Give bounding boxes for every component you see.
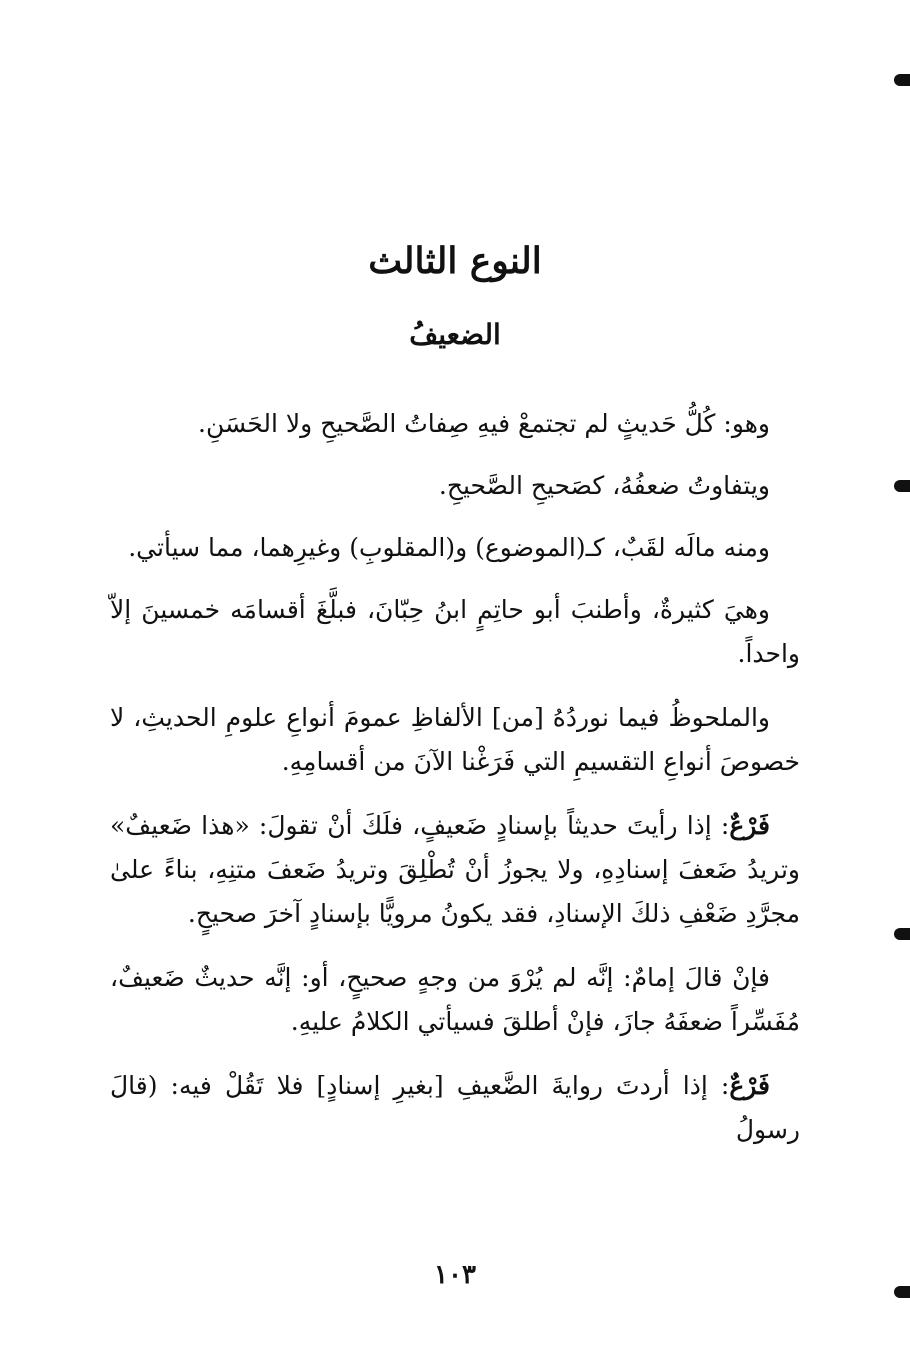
paragraph-definition: وهو: كُلُّ حَديثٍ لم تجتمعْ فيهِ صِفاتُ الصَّحيحِ ولا الحَسَنِ. (198, 409, 770, 438)
paragraph-variation: ويتفاوتُ ضعفُهُ، كصَحيحِ الصَّحيحِ. (438, 471, 770, 500)
branch-label: فَرْعٌ (729, 1071, 770, 1100)
branch-label: فَرْعٌ (729, 811, 770, 840)
chapter-title: النوع الثالث (368, 240, 542, 282)
paragraph-branch-2 (110, 1064, 800, 1152)
page-edge-mark (894, 74, 910, 86)
paragraph-titles: ومنه مالَه لقَبٌ، كـ(الموضوع) و(المقلوبِ) وغيرِهما، مما سيأتي. (128, 533, 770, 562)
paragraph-branch-1 (110, 804, 800, 936)
page-edge-mark (894, 928, 910, 940)
paragraph-note: والملحوظُ فيما نوردُهُ [من] الألفاظِ عمومَ أنواعِ علومِ الحديثِ، لا خصوصَ أنواعِ التقسيمِ التي فَرَغْنا الآنَ من أقسامِهِ. (110, 703, 800, 776)
page-number: ١٠٣ (434, 1260, 476, 1290)
paragraph-imam: فإنْ قالَ إمامٌ: إنَّه لم يُرْوَ من وجهٍ صحيحٍ، أو: إنَّه حديثٌ ضَعيفٌ، مُفَسِّراً ضعفَهُ جازَ، فإنْ أطلقَ فسيأتي الكلامُ عليهِ. (110, 963, 800, 1036)
chapter-subtitle: الضعيفُ (409, 318, 501, 351)
branch-text: : إذا أردتَ روايةَ الضَّعيفِ [بغيرِ إسنادٍ] فلا تَقُلْ فيه: (قالَ رسولُ (110, 1071, 800, 1144)
branch-text: : إذا رأيتَ حديثاً بإسنادٍ ضَعيفٍ، فلَكَ أنْ تقولَ: «هذا ضَعيفٌ» وتريدُ ضَعفَ إسنادِهِ، ولا يجوزُ أنْ تُطْلِقَ وتريدُ ضَعفَ متنِهِ، بناءً علىٰ مجرَّدِ ضَعْفِ ذلكَ الإسنادِ، فقد يكونُ مرويًّا بإسنادٍ آخرَ صحيحٍ. (110, 811, 800, 928)
paragraph-divisions: وهيَ كثيرةٌ، وأطنبَ أبو حاتِمٍ ابنُ حِبّانَ، فبلَّغَ أقسامَه خمسينَ إلاّ واحداً. (110, 595, 800, 668)
body-text (110, 402, 800, 1172)
page-edge-mark (894, 480, 910, 492)
